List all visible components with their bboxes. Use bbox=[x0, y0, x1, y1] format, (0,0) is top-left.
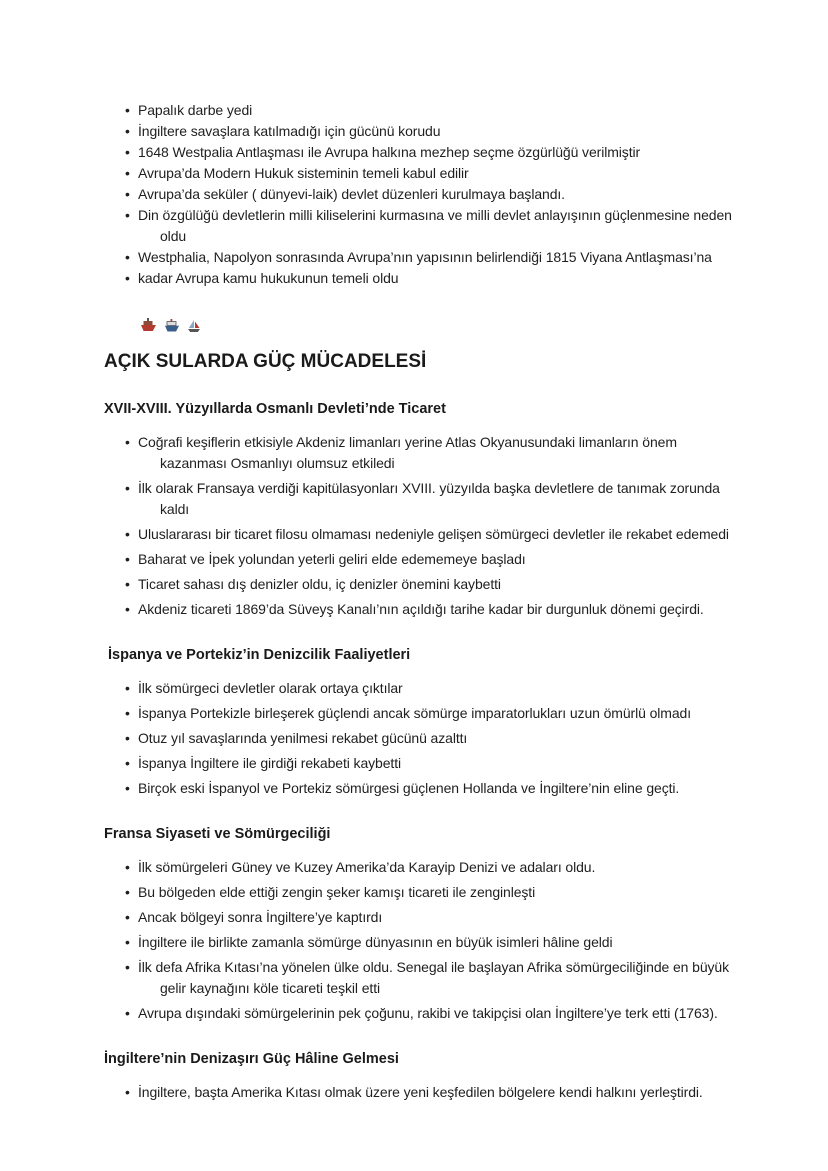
cargo-ship-icon bbox=[140, 318, 157, 333]
bullet-item: • İlk sömürgeleri Güney ve Kuzey Amerika’da Karayip Denizi ve adaları oldu. bbox=[104, 857, 744, 878]
bullet-item: • İlk sömürgeci devletler olarak ortaya çıktılar bbox=[104, 678, 744, 699]
osmanli-ticaret-bullet-list bbox=[104, 432, 744, 620]
bullet-item: • Baharat ve İpek yolundan yeterli geliri elde edememeye başladı bbox=[104, 549, 744, 570]
bullet-item: • Coğrafi keşiflerin etkisiyle Akdeniz limanları yerine Atlas Okyanusundaki limanların önem kazanması Osmanlıyı olumsuz etkiledi bbox=[104, 432, 744, 474]
bullet-item: • Ancak bölgeyi sonra İngiltere’ye kaptırdı bbox=[104, 907, 744, 928]
section-ispanya-portekiz bbox=[104, 646, 744, 799]
bullet-item: • Avrupa dışındaki sömürgelerinin pek çoğunu, rakibi ve takipçisi olan İngiltere’ye terk etti (1763). bbox=[104, 1003, 744, 1024]
bullet-item: • İspanya Portekizle birleşerek güçlendi ancak sömürge imparatorlukları uzun ömürlü olmadı bbox=[104, 703, 744, 724]
bullet-item: • İlk olarak Fransaya verdiği kapitülasyonları XVIII. yüzyılda başka devletlere de tanımak zorunda kaldı bbox=[104, 478, 744, 520]
bullet-item: • Uluslararası bir ticaret filosu olmaması nedeniyle gelişen sömürgeci devletler ile rekabet edemedi bbox=[104, 524, 744, 545]
bullet-item: • İlk defa Afrika Kıtası’na yönelen ülke oldu. Senegal ile başlayan Afrika sömürgeciliğinde en büyük gelir kaynağını köle ticareti teşkil etti bbox=[104, 957, 744, 999]
fransa-bullet-list bbox=[104, 857, 744, 1024]
bullet-item: • İspanya İngiltere ile girdiği rekabeti kaybetti bbox=[104, 753, 744, 774]
bullet-item: • İngiltere ile birlikte zamanla sömürge dünyasının en büyük isimleri hâline geldi bbox=[104, 932, 744, 953]
bullet-item: • Otuz yıl savaşlarında yenilmesi rekabet gücünü azalttı bbox=[104, 728, 744, 749]
bullet-item: • Birçok eski İspanyol ve Portekiz sömürgesi güçlenen Hollanda ve İngiltere’nin eline geçti. bbox=[104, 778, 744, 799]
bullet-item: • Din özgülüğü devletlerin milli kiliselerini kurmasına ve milli devlet anlayışının güçlenmesine neden oldu bbox=[104, 205, 744, 247]
sailboat-icon bbox=[187, 320, 201, 333]
bullet-item: • İngiltere savaşlara katılmadığı için gücünü korudu bbox=[104, 121, 744, 142]
page-title: AÇIK SULARDA GÜÇ MÜCADELESİ bbox=[104, 351, 427, 372]
bullet-item: • Bu bölgeden elde ettiği zengin şeker kamışı ticareti ile zenginleşti bbox=[104, 882, 744, 903]
section-heading-ispanya-portekiz: İspanya ve Portekiz’in Denizcilik Faaliyetleri bbox=[108, 647, 411, 663]
bullet-item: • kadar Avrupa kamu hukukunun temeli oldu bbox=[104, 268, 744, 289]
bullet-item: • İngiltere, başta Amerika Kıtası olmak üzere yeni keşfedilen bölgelere kendi halkını yerleştirdi. bbox=[104, 1082, 744, 1103]
bullet-item: • Ticaret sahası dış denizler oldu, iç denizler önemini kaybetti bbox=[104, 574, 744, 595]
ferry-icon bbox=[164, 319, 180, 333]
ingiltere-bullet-list bbox=[104, 1082, 744, 1103]
intro-bullet-list bbox=[104, 100, 744, 289]
bullet-item: • Avrupa’da seküler ( dünyevi-laik) devlet düzenleri kurulmaya başlandı. bbox=[104, 184, 744, 205]
icons-row bbox=[104, 316, 744, 333]
section-osmanli-ticaret bbox=[104, 400, 744, 620]
section-heading-fransa: Fransa Siyaseti ve Sömürgeciliği bbox=[104, 826, 331, 842]
bullet-item: • Avrupa’da Modern Hukuk sisteminin temeli kabul edilir bbox=[104, 163, 744, 184]
section-heading-osmanli-ticaret: XVII-XVIII. Yüzyıllarda Osmanlı Devleti’nde Ticaret bbox=[104, 401, 446, 417]
bullet-item: • Westphalia, Napolyon sonrasında Avrupa’nın yapısının belirlendiği 1815 Viyana Antlaşması’na bbox=[104, 247, 744, 268]
ispanya-portekiz-bullet-list bbox=[104, 678, 744, 799]
bullet-item: • Papalık darbe yedi bbox=[104, 100, 744, 121]
section-heading-ingiltere: İngiltere’nin Denizaşırı Güç Hâline Gelmesi bbox=[104, 1051, 399, 1067]
section-fransa bbox=[104, 825, 744, 1024]
section-ingiltere bbox=[104, 1050, 744, 1103]
bullet-item: • Akdeniz ticareti 1869’da Süveyş Kanalı’nın açıldığı tarihe kadar bir durgunluk dönemi geçirdi. bbox=[104, 599, 744, 620]
bullet-item: • 1648 Westpalia Antlaşması ile Avrupa halkına mezhep seçme özgürlüğü verilmiştir bbox=[104, 142, 744, 163]
